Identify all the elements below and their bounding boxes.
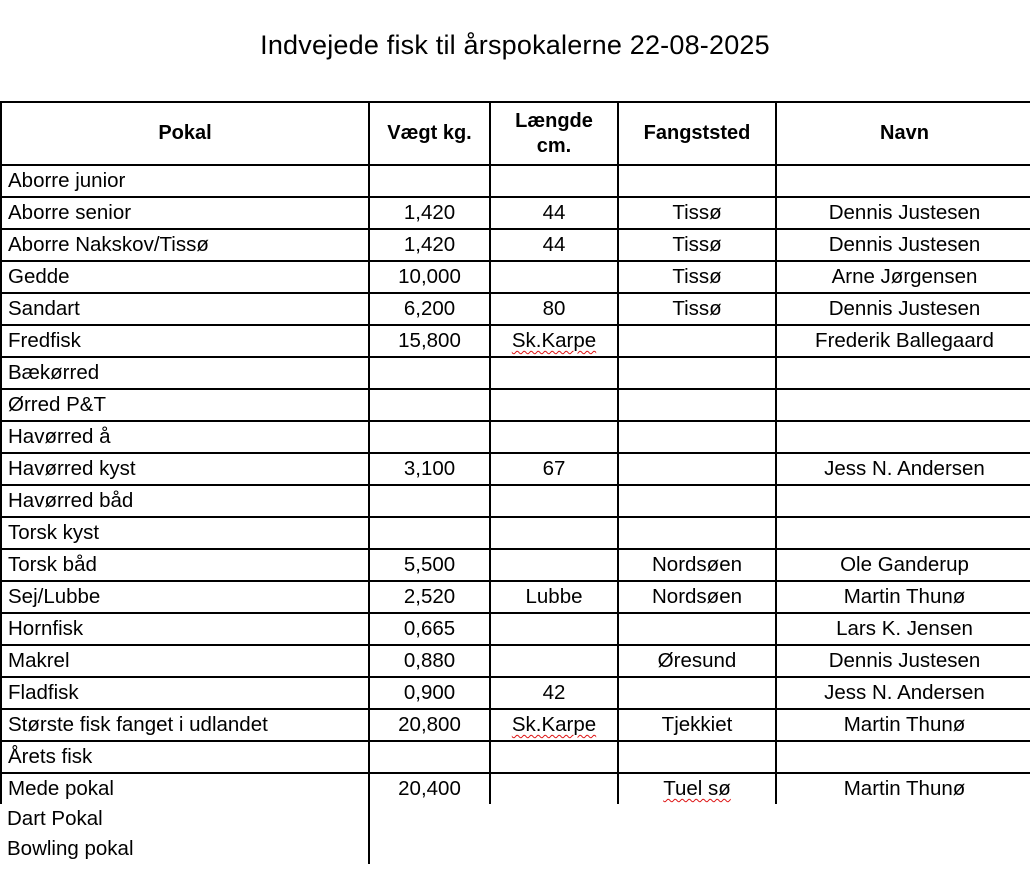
cell-navn: Dennis Justesen (776, 197, 1030, 229)
table-row (1, 517, 1030, 549)
cell-fangststed: Tissø (618, 197, 776, 229)
table-row (1, 741, 1030, 773)
cell-laengde (490, 261, 618, 293)
cell-laengde (490, 834, 618, 864)
cell-pokal: Aborre junior (1, 165, 369, 197)
cell-fangststed: Nordsøen (618, 581, 776, 613)
cell-vaegt (369, 517, 490, 549)
cell-pokal: Bækørred (1, 357, 369, 389)
header-row (1, 102, 1030, 165)
cell-fangststed (618, 773, 776, 804)
cell-fangststed (618, 389, 776, 421)
cell-laengde (490, 645, 618, 677)
table-row (1, 645, 1030, 677)
cell-navn (776, 741, 1030, 773)
cell-pokal: Gedde (1, 261, 369, 293)
cell-pokal: Dart Pokal (1, 804, 369, 834)
cell-pokal: Makrel (1, 645, 369, 677)
table-row (1, 197, 1030, 229)
cell-vaegt: 10,000 (369, 261, 490, 293)
cell-laengde (490, 389, 618, 421)
cell-vaegt: 20,800 (369, 709, 490, 741)
cell-vaegt: 0,900 (369, 677, 490, 709)
cell-pokal: Torsk båd (1, 549, 369, 581)
table-row (1, 613, 1030, 645)
table-row (1, 421, 1030, 453)
cell-navn (776, 804, 1030, 834)
table-row (1, 677, 1030, 709)
table-row (1, 261, 1030, 293)
spellcheck-text: Tuel sø (663, 777, 731, 800)
cell-fangststed (618, 613, 776, 645)
table-row (1, 453, 1030, 485)
table-row (1, 229, 1030, 261)
header-laengde-line2: cm. (536, 134, 572, 157)
table-row (1, 389, 1030, 421)
cell-fangststed: Tjekkiet (618, 709, 776, 741)
cell-fangststed (618, 485, 776, 517)
cell-vaegt (369, 834, 490, 864)
cell-laengde: 44 (490, 229, 618, 261)
cell-pokal: Hornfisk (1, 613, 369, 645)
cell-laengde (490, 165, 618, 197)
table-row (1, 834, 1030, 864)
cell-laengde (490, 613, 618, 645)
cell-fangststed (618, 741, 776, 773)
cell-navn: Dennis Justesen (776, 293, 1030, 325)
header-pokal: Pokal (1, 102, 369, 165)
table-row (1, 325, 1030, 357)
cell-pokal: Sej/Lubbe (1, 581, 369, 613)
cell-laengde (490, 325, 618, 357)
spellcheck-text: Sk.Karpe (511, 329, 597, 352)
cell-vaegt (369, 357, 490, 389)
cell-navn: Arne Jørgensen (776, 261, 1030, 293)
header-laengde (490, 102, 618, 165)
cell-vaegt: 1,420 (369, 229, 490, 261)
cell-fangststed (618, 804, 776, 834)
table-row (1, 549, 1030, 581)
cell-navn: Martin Thunø (776, 581, 1030, 613)
cell-pokal: Mede pokal (1, 773, 369, 804)
cell-navn (776, 165, 1030, 197)
document-title: Indvejede fisk til årspokalerne 22-08-2025 (260, 30, 770, 60)
cell-laengde (490, 357, 618, 389)
table-row (1, 709, 1030, 741)
cell-laengde: 67 (490, 453, 618, 485)
table-row (1, 165, 1030, 197)
cell-laengde (490, 421, 618, 453)
cell-pokal: Fladfisk (1, 677, 369, 709)
cell-vaegt: 20,400 (369, 773, 490, 804)
cell-fangststed (618, 677, 776, 709)
table-row (1, 357, 1030, 389)
cell-pokal: Fredfisk (1, 325, 369, 357)
cell-vaegt: 0,665 (369, 613, 490, 645)
table-row (1, 804, 1030, 834)
cell-navn (776, 421, 1030, 453)
cell-navn (776, 517, 1030, 549)
cell-vaegt: 1,420 (369, 197, 490, 229)
cell-laengde (490, 485, 618, 517)
cell-navn (776, 389, 1030, 421)
cell-vaegt (369, 741, 490, 773)
cell-vaegt: 5,500 (369, 549, 490, 581)
cell-fangststed (618, 421, 776, 453)
cell-laengde (490, 804, 618, 834)
cell-pokal: Havørred kyst (1, 453, 369, 485)
cell-vaegt (369, 421, 490, 453)
cell-navn: Dennis Justesen (776, 645, 1030, 677)
cell-fangststed (618, 165, 776, 197)
cell-fangststed: Tissø (618, 261, 776, 293)
cell-fangststed: Tissø (618, 229, 776, 261)
cell-pokal: Havørred å (1, 421, 369, 453)
table-row (1, 773, 1030, 804)
cell-fangststed (618, 325, 776, 357)
table-row (1, 581, 1030, 613)
cell-pokal: Aborre senior (1, 197, 369, 229)
table-row (1, 485, 1030, 517)
cell-laengde (490, 741, 618, 773)
cell-vaegt (369, 485, 490, 517)
cell-navn: Jess N. Andersen (776, 453, 1030, 485)
cell-fangststed (618, 834, 776, 864)
cell-navn: Ole Ganderup (776, 549, 1030, 581)
cell-pokal: Årets fisk (1, 741, 369, 773)
cell-fangststed: Tissø (618, 293, 776, 325)
cell-vaegt (369, 165, 490, 197)
cell-navn (776, 834, 1030, 864)
cell-navn: Martin Thunø (776, 773, 1030, 804)
cell-navn: Frederik Ballegaard (776, 325, 1030, 357)
cell-navn: Lars K. Jensen (776, 613, 1030, 645)
cell-laengde (490, 549, 618, 581)
cell-laengde: 80 (490, 293, 618, 325)
cell-fangststed (618, 357, 776, 389)
cell-fangststed (618, 453, 776, 485)
cell-pokal: Aborre Nakskov/Tissø (1, 229, 369, 261)
cell-vaegt (369, 389, 490, 421)
cell-navn (776, 485, 1030, 517)
header-navn: Navn (776, 102, 1030, 165)
header-laengde-line1: Længde (515, 109, 593, 132)
cell-navn: Martin Thunø (776, 709, 1030, 741)
cell-laengde (490, 517, 618, 549)
header-fangststed: Fangststed (618, 102, 776, 165)
cell-fangststed: Øresund (618, 645, 776, 677)
cell-laengde (490, 709, 618, 741)
cell-laengde (490, 773, 618, 804)
spellcheck-text: Sk.Karpe (511, 713, 597, 736)
cell-fangststed (618, 517, 776, 549)
cell-fangststed: Nordsøen (618, 549, 776, 581)
cell-vaegt: 15,800 (369, 325, 490, 357)
cell-vaegt: 6,200 (369, 293, 490, 325)
cell-pokal: Torsk kyst (1, 517, 369, 549)
cell-vaegt: 2,520 (369, 581, 490, 613)
table-row (1, 293, 1030, 325)
cell-pokal: Sandart (1, 293, 369, 325)
cell-navn (776, 357, 1030, 389)
cell-laengde: Lubbe (490, 581, 618, 613)
cell-pokal: Største fisk fanget i udlandet (1, 709, 369, 741)
cell-vaegt: 0,880 (369, 645, 490, 677)
cell-pokal: Bowling pokal (1, 834, 369, 864)
cell-laengde: 42 (490, 677, 618, 709)
cell-pokal: Havørred båd (1, 485, 369, 517)
cell-pokal: Ørred P&T (1, 389, 369, 421)
cell-vaegt: 3,100 (369, 453, 490, 485)
cell-laengde: 44 (490, 197, 618, 229)
cell-vaegt (369, 804, 490, 834)
header-vaegt: Vægt kg. (369, 102, 490, 165)
trophy-table (0, 101, 1030, 864)
cell-navn: Jess N. Andersen (776, 677, 1030, 709)
cell-navn: Dennis Justesen (776, 229, 1030, 261)
